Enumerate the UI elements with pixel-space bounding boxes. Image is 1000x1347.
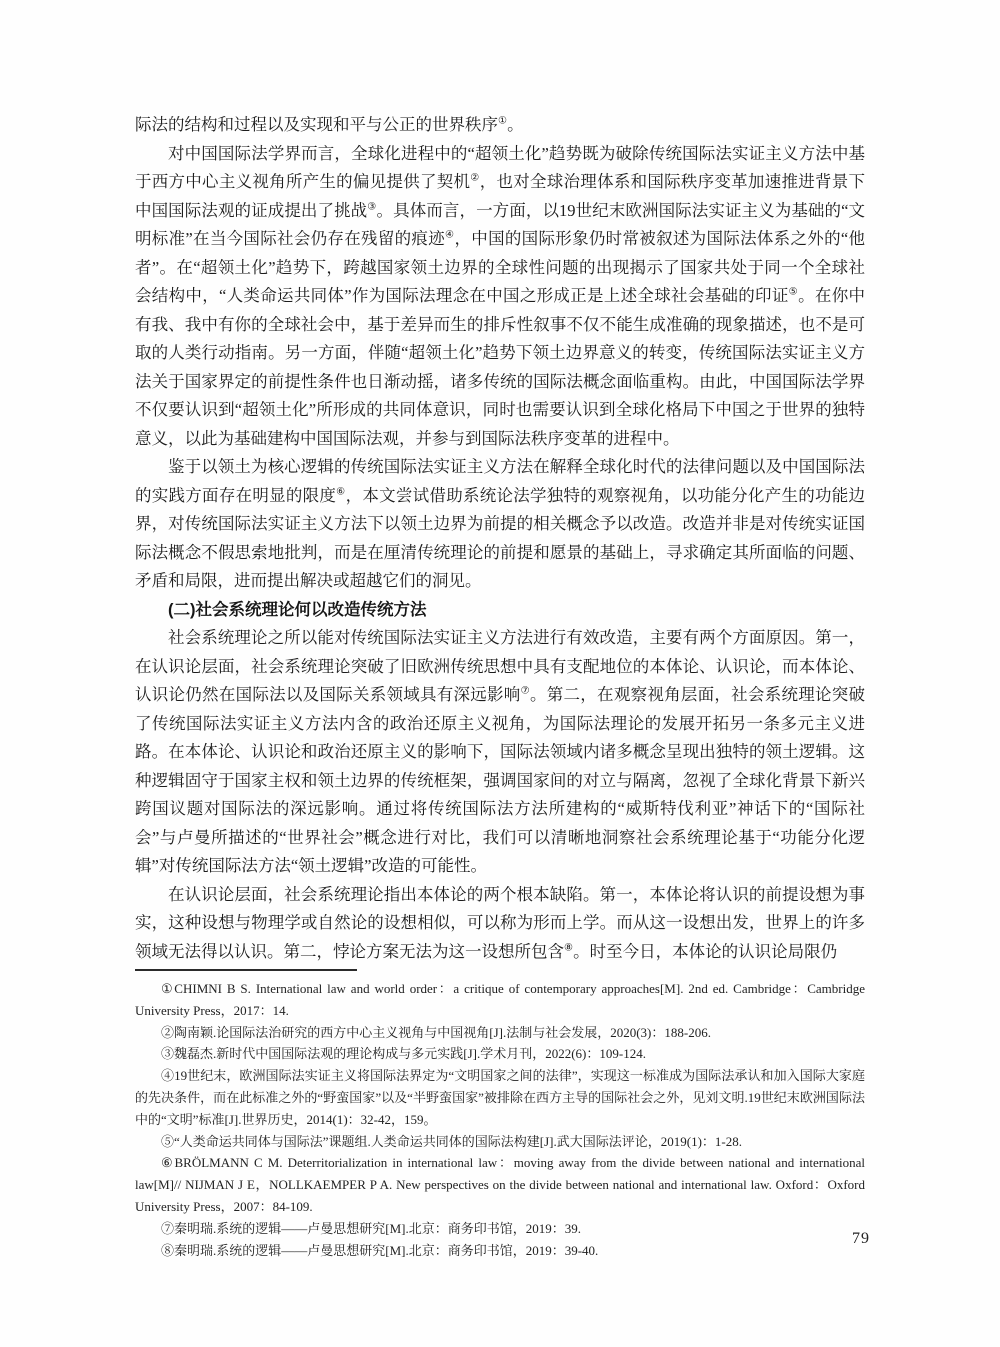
body-paragraph: 对中国国际法学界而言，全球化进程中的“超领土化”趋势既为破除传统国际法实证主义方法中基于西方中心主义视角所产生的偏见提供了契机②，也对全球治理体系和国际秩序变革加速推进背景下中国国际法观的证成提出了挑战③。具体而言，一方面，以19世纪末欧洲国际法实证主义为基础的“文明标准”在当今国际社会仍存在残留的痕迹④，中国的国际形象仍时常被叙述为国际法体系之外的“他者”。在“超领土化”趋势下，跨越国家领土边界的全球性问题的出现揭示了国家共处于同一个全球社会结构中，“人类命运共同体”作为国际法理念在中国之形成正是上述全球社会基础的印证⑤。在你中有我、我中有你的全球社会中，基于差异而生的排斥性叙事不仅不能生成准确的现象描述，也不是可取的人类行动指南。另一方面，伴随“超领土化”趋势下领土边界意义的转变，传统国际法实证主义方法关于国家界定的前提性条件也日渐动摇，诸多传统的国际法概念面临重构。由此，中国国际法学界不仅要认识到“超领土化”所形成的共同体意识，同时也需要认识到全球化格局下中国之于世界的独特意义，以此为基础建构中国国际法观，并参与到国际法秩序变革的进程中。 — [135, 143, 866, 448]
body-paragraph-continuation: 际法的结构和过程以及实现和平与公正的世界秩序①。 — [135, 115, 524, 134]
footnote: ③魏磊杰.新时代中国国际法观的理论构成与多元实践[J].学术月刊，2022(6)：109-124. — [161, 1046, 646, 1062]
footnote: ⑦秦明瑞.系统的逻辑——卢曼思想研究[M].北京：商务印书馆，2019：39. — [161, 1220, 581, 1236]
article-body — [135, 111, 865, 966]
footnote-separator-rule — [135, 969, 357, 971]
footnote: ⑤“人类命运共同体与国际法”课题组.人类命运共同体的国际法构建[J].武大国际法评论，2019(1)：1-28. — [161, 1133, 742, 1149]
footnote: ④19世纪末，欧洲国际法实证主义将国际法界定为“文明国家之间的法律”，实现这一标准成为国际法承认和加入国际大家庭的先决条件，而在此标准之外的“野蛮国家”以及“半野蛮国家”被排除在西方主导的国际社会之外，见刘文明.19世纪末欧洲国际法中的“文明”标准[J].世界历史，2014(1)：32-42，159。 — [135, 1068, 865, 1127]
footnote: ⑧秦明瑞.系统的逻辑——卢曼思想研究[M].北京：商务印书馆，2019：39-40. — [161, 1242, 599, 1258]
body-paragraph: 社会系统理论之所以能对传统国际法实证主义方法进行有效改造，主要有两个方面原因。第一，在认识论层面，社会系统理论突破了旧欧洲传统思想中具有支配地位的本体论、认识论，而本体论、认识论仍然在国际法以及国际关系领域具有深远影响⑦。第二，在观察视角层面，社会系统理论突破了传统国际法实证主义方法内含的政治还原主义视角，为国际法理论的发展开拓另一条多元主义进路。在本体论、认识论和政治还原主义的影响下，国际法领域内诸多概念呈现出独特的领土逻辑。这种逻辑固守于国家主权和领土边界的传统框架，强调国家间的对立与隔离，忽视了全球化背景下新兴跨国议题对国际法的深远影响。通过将传统国际法方法所建构的“威斯特伐利亚”神话下的“国际社会”与卢曼所描述的“世界社会”概念进行对比，我们可以清晰地洞察社会系统理论基于“功能分化逻辑”对传统国际法方法“领土逻辑”改造的可能性。 — [135, 628, 866, 875]
footnote: ⑥BRÖLMANN C M. Deterritorialization in international law：moving away from the divide between national and international law[M]// NIJMAN J E，NOLLKAEMPER P A. New perspectives on the divide between national and international law. Oxford：Oxford University Press，2007：84-109. — [135, 1155, 865, 1214]
body-paragraph: 在认识论层面，社会系统理论指出本体论的两个根本缺陷。第一，本体论将认识的前提设想为事实，这种设想与物理学或自然论的设想相似，可以称为形而上学。而从这一设想出发，世界上的许多领域无法得以认识。第二，悖论方案无法为这一设想所包含⑧。时至今日，本体论的认识论局限仍 — [135, 884, 865, 961]
section-heading: (二)社会系统理论何以改造传统方法 — [168, 600, 427, 619]
body-paragraph: 鉴于以领土为核心逻辑的传统国际法实证主义方法在解释全球化时代的法律问题以及中国国际法的实践方面存在明显的限度⑥，本文尝试借助系统论法学独特的观察视角，以功能分化产生的功能边界，对传统国际法实证主义方法下以领土边界为前提的相关概念予以改造。改造并非是对传统实证国际法概念不假思索地批判，而是在厘清传统理论的前提和愿景的基础上，寻求确定其所面临的问题、矛盾和局限，进而提出解决或超越它们的洞见。 — [135, 457, 866, 590]
footnote: ②陶南颖.论国际法治研究的西方中心主义视角与中国视角[J].法制与社会发展，2020(3)：188-206. — [161, 1024, 711, 1040]
page-number: 79 — [852, 1230, 870, 1247]
footnotes-section — [135, 978, 865, 1261]
footnote: ①CHIMNI B S. International law and world order：a critique of contemporary approaches[M]. 2nd ed. Cambridge：Cambridge University Press，2017：14. — [135, 981, 865, 1018]
